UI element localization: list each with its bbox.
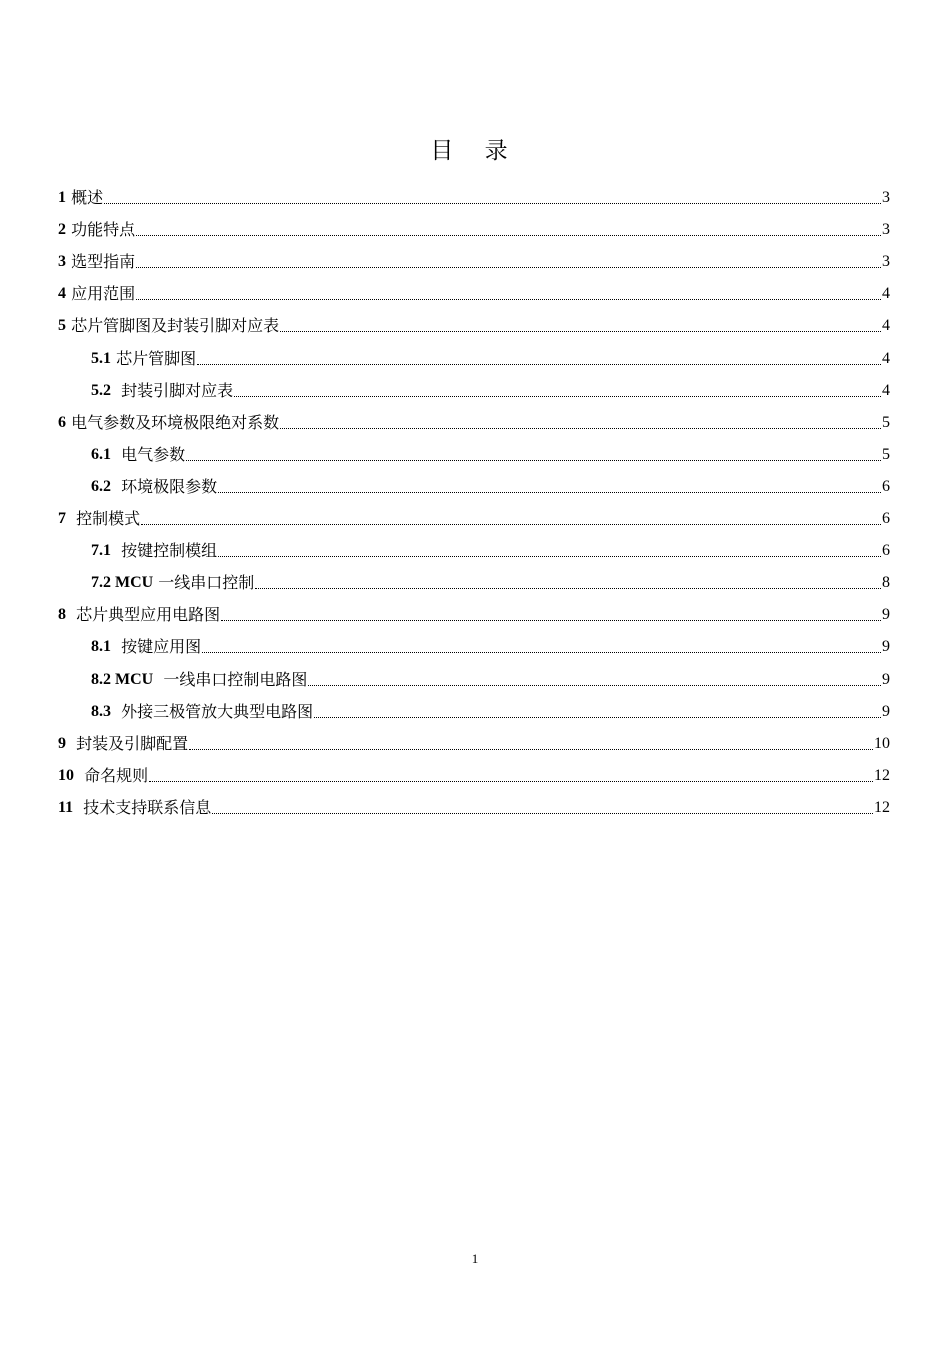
toc-dot-leader bbox=[136, 234, 881, 236]
toc-entry-title: 应用范围 bbox=[66, 284, 136, 304]
toc-entry-number: 3 bbox=[58, 253, 66, 271]
toc-entry-number: 2 bbox=[58, 221, 66, 239]
toc-entry[interactable] bbox=[58, 625, 890, 657]
toc-dot-leader bbox=[186, 459, 881, 461]
toc-entry-title: 功能特点 bbox=[66, 220, 136, 240]
toc-entry-title: 芯片典型应用电路图 bbox=[66, 605, 221, 625]
toc-entry-title: 命名规则 bbox=[74, 765, 149, 785]
toc-entry[interactable] bbox=[58, 561, 890, 593]
toc-dot-leader bbox=[218, 555, 881, 557]
toc-entry-number: 8 bbox=[58, 606, 66, 624]
toc-dot-leader bbox=[197, 363, 881, 365]
toc-entry-page: 9 bbox=[882, 670, 890, 688]
toc-entry[interactable] bbox=[58, 401, 890, 433]
toc-dot-leader bbox=[234, 395, 881, 397]
toc-entry[interactable] bbox=[58, 657, 890, 689]
toc-entry-page: 4 bbox=[882, 285, 890, 303]
toc-entry-number: 7.2 MCU bbox=[91, 574, 154, 592]
toc-entry-title: 概述 bbox=[66, 188, 104, 208]
toc-entry-number: 10 bbox=[58, 766, 74, 784]
toc-entry-page: 12 bbox=[874, 766, 890, 784]
toc-entry[interactable] bbox=[58, 176, 890, 208]
toc-entry[interactable] bbox=[58, 722, 890, 754]
toc-entry-page: 9 bbox=[882, 638, 890, 656]
toc-entry-page: 4 bbox=[882, 349, 890, 367]
toc-entry-page: 10 bbox=[874, 734, 890, 752]
toc-dot-leader bbox=[104, 202, 881, 204]
toc-entry-title: 按键控制模组 bbox=[111, 541, 218, 561]
toc-entry-number: 6.1 bbox=[91, 445, 111, 463]
toc-dot-leader bbox=[218, 491, 881, 493]
toc-entry-page: 5 bbox=[882, 445, 890, 463]
toc-entry-number: 1 bbox=[58, 189, 66, 207]
toc-entry-page: 3 bbox=[882, 189, 890, 207]
toc-entry-number: 7 bbox=[58, 510, 66, 528]
toc-entry[interactable] bbox=[58, 593, 890, 625]
toc-entry-page: 4 bbox=[882, 317, 890, 335]
toc-entry[interactable] bbox=[58, 786, 890, 818]
toc-entry-number: 4 bbox=[58, 285, 66, 303]
toc-entry-title: 技术支持联系信息 bbox=[73, 797, 212, 817]
toc-entry-number: 6 bbox=[58, 413, 66, 431]
toc-list bbox=[58, 176, 890, 818]
toc-entry[interactable] bbox=[58, 272, 890, 304]
toc-entry[interactable] bbox=[58, 304, 890, 336]
toc-entry[interactable] bbox=[58, 433, 890, 465]
toc-entry-page: 12 bbox=[874, 798, 890, 816]
toc-dot-leader bbox=[149, 780, 873, 782]
toc-entry-title: 电气参数及环境极限绝对系数 bbox=[66, 412, 280, 432]
toc-entry-title: 按键应用图 bbox=[111, 637, 202, 657]
toc-dot-leader bbox=[141, 523, 881, 525]
toc-dot-leader bbox=[255, 587, 881, 589]
toc-entry[interactable] bbox=[58, 336, 890, 368]
toc-entry-title: 控制模式 bbox=[66, 509, 141, 529]
toc-entry-number: 8.2 MCU bbox=[91, 670, 154, 688]
toc-entry-page: 3 bbox=[882, 221, 890, 239]
toc-entry-page: 9 bbox=[882, 702, 890, 720]
toc-entry-title: 电气参数 bbox=[111, 444, 186, 464]
toc-dot-leader bbox=[136, 266, 881, 268]
toc-dot-leader bbox=[221, 619, 881, 621]
toc-dot-leader bbox=[314, 716, 881, 718]
toc-dot-leader bbox=[308, 684, 881, 686]
toc-entry[interactable] bbox=[58, 465, 890, 497]
toc-entry-number: 5.2 bbox=[91, 381, 111, 399]
toc-entry-title: 封装引脚对应表 bbox=[111, 380, 234, 400]
toc-entry-title: 芯片管脚图及封装引脚对应表 bbox=[66, 316, 280, 336]
toc-entry-number: 5.1 bbox=[91, 349, 111, 367]
toc-entry-page: 3 bbox=[882, 253, 890, 271]
toc-entry[interactable] bbox=[58, 690, 890, 722]
toc-entry[interactable] bbox=[58, 369, 890, 401]
toc-entry-title: 一线串口控制 bbox=[153, 573, 255, 593]
toc-dot-leader bbox=[212, 812, 873, 814]
toc-entry-title: 环境极限参数 bbox=[111, 476, 218, 496]
toc-entry-title: 选型指南 bbox=[66, 252, 136, 272]
toc-dot-leader bbox=[280, 330, 881, 332]
toc-entry-number: 5 bbox=[58, 317, 66, 335]
toc-entry-number: 9 bbox=[58, 734, 66, 752]
toc-title: 目 录 bbox=[430, 138, 520, 164]
toc-entry-page: 9 bbox=[882, 606, 890, 624]
toc-entry-number: 8.3 bbox=[91, 702, 111, 720]
toc-entry[interactable] bbox=[58, 529, 890, 561]
toc-entry[interactable] bbox=[58, 497, 890, 529]
toc-entry-title: 一线串口控制电路图 bbox=[153, 669, 308, 689]
toc-dot-leader bbox=[202, 651, 881, 653]
toc-entry-number: 7.1 bbox=[91, 542, 111, 560]
toc-entry-number: 8.1 bbox=[91, 638, 111, 656]
toc-entry-page: 6 bbox=[882, 510, 890, 528]
toc-entry-page: 6 bbox=[882, 477, 890, 495]
toc-entry[interactable] bbox=[58, 754, 890, 786]
toc-dot-leader bbox=[189, 748, 873, 750]
toc-entry[interactable] bbox=[58, 240, 890, 272]
toc-entry[interactable] bbox=[58, 208, 890, 240]
toc-entry-title: 封装及引脚配置 bbox=[66, 733, 189, 753]
toc-dot-leader bbox=[280, 427, 881, 429]
toc-entry-page: 5 bbox=[882, 413, 890, 431]
toc-dot-leader bbox=[136, 298, 881, 300]
toc-entry-title: 芯片管脚图 bbox=[111, 348, 197, 368]
toc-entry-number: 6.2 bbox=[91, 477, 111, 495]
toc-entry-page: 4 bbox=[882, 381, 890, 399]
toc-entry-page: 6 bbox=[882, 542, 890, 560]
toc-entry-page: 8 bbox=[882, 574, 890, 592]
toc-entry-number: 11 bbox=[58, 798, 74, 816]
toc-entry-title: 外接三极管放大典型电路图 bbox=[111, 701, 314, 721]
page-number: 1 bbox=[471, 1251, 479, 1266]
